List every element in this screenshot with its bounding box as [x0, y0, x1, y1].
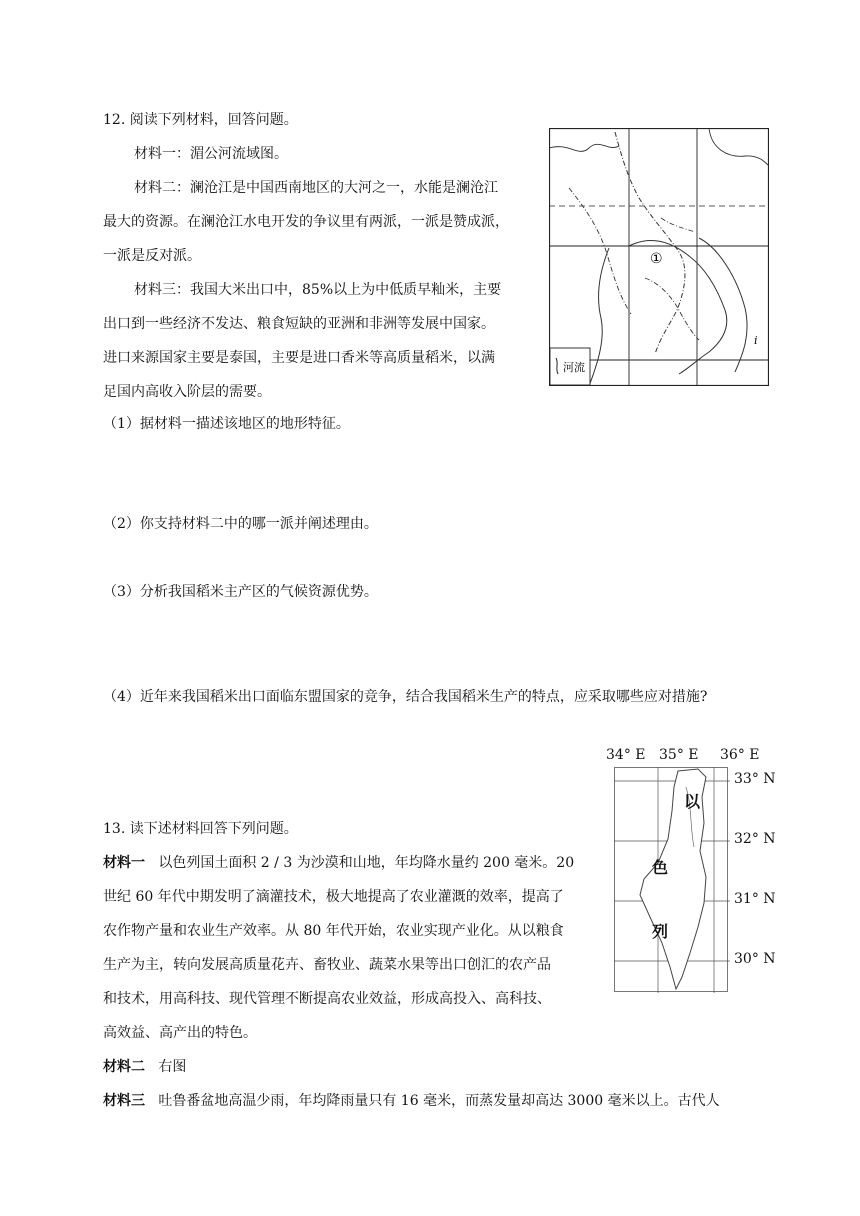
lat-label-33: 33° N — [734, 771, 776, 787]
q13-material-2 — [103, 1057, 186, 1077]
q13-material-1-line-1 — [103, 853, 574, 873]
lat-label-32: 32° N — [734, 831, 776, 847]
q13-material-1-text: 以色列国土面积 2 / 3 为沙漠和山地，年均降水量约 200 毫米。20 — [158, 855, 575, 871]
q12-sub-question-4: （4）近年来我国稻米出口面临东盟国家的竞争，结合我国稻米生产的特点，应采取哪些应对措施? — [103, 689, 708, 705]
mekong-side-mark: i — [754, 334, 758, 347]
q13-title: 13. 读下述材料回答下列问题。 — [103, 821, 298, 837]
q13-material-1-label: 材料一 — [103, 855, 145, 871]
q12-sub-question-3: （3）分析我国稻米主产区的气候资源优势。 — [103, 584, 378, 600]
q13-material-3-label: 材料三 — [103, 1093, 145, 1109]
q13-material-1-line-4: 生产为主，转向发展高质量花卉、畜牧业、蔬菜水果等出口创汇的农产品 — [103, 957, 551, 973]
israel-label-char-3: 列 — [652, 922, 669, 941]
q13-material-3-text: 吐鲁番盆地高温少雨，年均降雨量只有 16 毫米，而蒸发量却高达 3000 毫米以上。古代人 — [158, 1093, 720, 1109]
q13-material-1-line-3: 农作物产量和农业生产效率。从 80 年代开始，农业实现产业化。从以粮食 — [103, 923, 564, 939]
israel-map — [604, 745, 784, 995]
israel-map-svg — [614, 767, 730, 993]
q13-material-1-line-2: 世纪 60 年代中期发明了滴灌技术，极大地提高了农业灌溉的效率，提高了 — [103, 889, 564, 905]
q12-material-3-line-3: 进口来源国家主要是泰国，主要是进口香米等高质量稻米，以满 — [103, 350, 495, 366]
q12-title: 12. 阅读下列材料，回答问题。 — [103, 112, 298, 128]
mekong-legend-label: 河流 — [563, 361, 585, 374]
lat-label-31: 31° N — [734, 891, 776, 907]
lon-label-36: 36° E — [720, 747, 760, 763]
q12-sub-question-1: （1）据材料一描述该地区的地形特征。 — [103, 416, 350, 432]
q12-material-3-line-1: 材料三：我国大米出口中，85%以上为中低质早籼米，主要 — [134, 282, 502, 298]
q13-material-3-line-1 — [103, 1091, 720, 1111]
q13-material-2-label: 材料二 — [103, 1059, 145, 1075]
q12-sub-question-2: （2）你支持材料二中的哪一派并阐述理由。 — [103, 516, 378, 532]
q12-material-2-line-3: 一派是反对派。 — [103, 248, 201, 264]
q12-material-1: 材料一：湄公河流域图。 — [134, 146, 288, 162]
q12-material-2-line-1: 材料二：澜沧江是中国西南地区的大河之一，水能是澜沧江 — [134, 180, 498, 196]
q12-material-3-line-4: 足国内高收入阶层的需要。 — [103, 384, 271, 400]
israel-label-char-1: 以 — [684, 792, 701, 811]
mekong-basin-map — [549, 128, 769, 386]
mekong-marker-1: ① — [650, 251, 663, 267]
q13-material-1-line-6: 高效益、高产出的特色。 — [103, 1025, 257, 1041]
mekong-map-svg — [549, 128, 769, 386]
lon-label-35: 35° E — [659, 747, 699, 763]
q13-material-1-line-5: 和技术，用高科技、现代管理不断提高农业效益，形成高投入、高科技、 — [103, 991, 551, 1007]
israel-label-char-2: 色 — [652, 858, 669, 877]
lon-label-34: 34° E — [606, 747, 646, 763]
q12-material-2-line-2: 最大的资源。在澜沧江水电开发的争议里有两派，一派是赞成派， — [103, 214, 509, 230]
q12-material-3-line-2: 出口到一些经济不发达、粮食短缺的亚洲和非洲等发展中国家。 — [103, 316, 495, 332]
lat-label-30: 30° N — [734, 951, 776, 967]
q13-material-2-text: 右图 — [158, 1059, 187, 1075]
